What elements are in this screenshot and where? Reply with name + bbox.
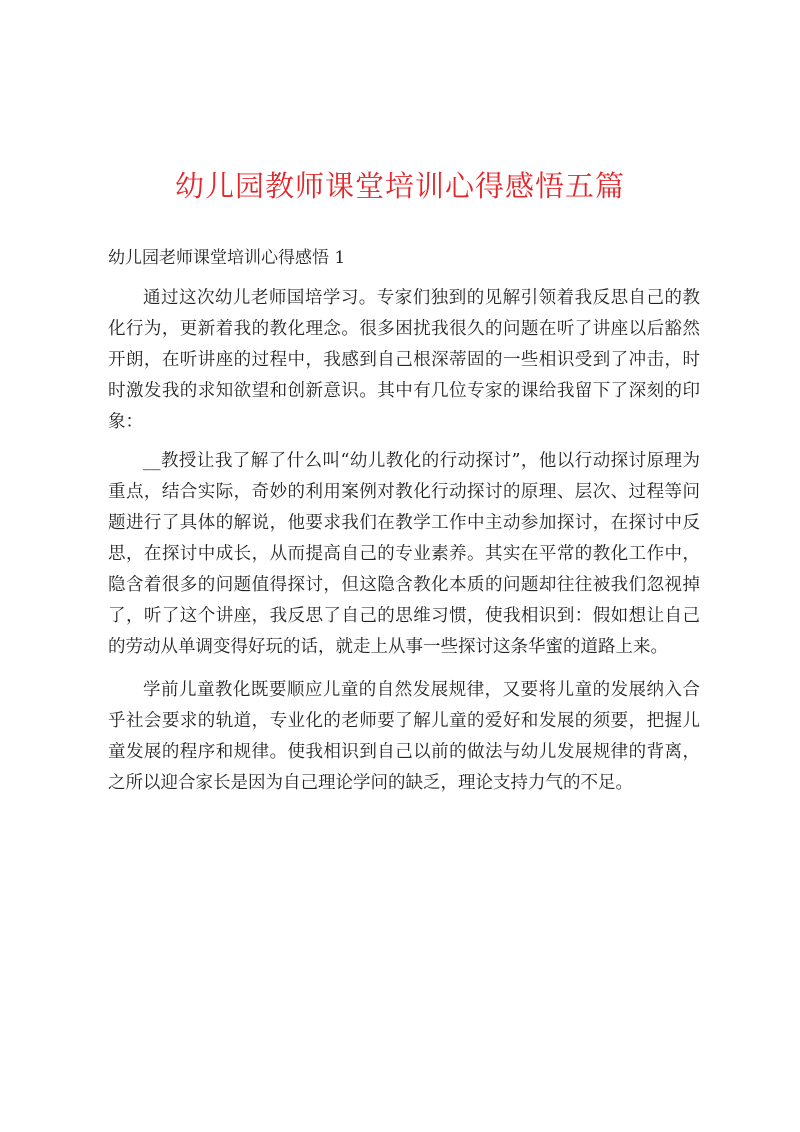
paragraph: 学前儿童教化既要顺应儿童的自然发展规律，又要将儿童的发展纳入合乎社会要求的轨道，专业化的老师要了解儿童的爱好和发展的须要，把握儿童发展的程序和规律。使我相识到自己以前的做法与幼儿发展规律的背离，之所以迎合家长是因为自己理论学问的缺乏，理论支持力气的不足。 [108, 680, 700, 793]
paragraph: __教授让我了解了什么叫“幼儿教化的行动探讨”，他以行动探讨原理为重点，结合实际，奇妙的利用案例对教化行动探讨的原理、层次、过程等问题进行了具体的解说，他要求我们在教学工作中主动参加探讨，在探讨中反思，在探讨中成长，从而提高自己的专业素养。其实在平常的教化工作中，隐含着很多的问题值得探讨，但这隐含教化本质的问题却往往被我们忽视掉了，听了这个讲座，我反思了自己的思维习惯，使我相识到：假如想让自己的劳动从单调变得好玩的话，就走上从事一些探讨这条华蜜的道路上来。 [108, 451, 700, 657]
document-body [108, 283, 700, 807]
section-heading: 幼儿园老师课堂培训心得感悟 1 [108, 248, 346, 268]
paragraph: 通过这次幼儿老师国培学习。专家们独到的见解引领着我反思自己的教化行为，更新着我的教化理念。很多困扰我很久的问题在听了讲座以后豁然开朗，在听讲座的过程中，我感到自己根深蒂固的一些相识受到了冲击，时时激发我的求知欲望和创新意识。其中有几位专家的课给我留下了深刻的印象： [108, 288, 700, 432]
document-title: 幼儿园教师课堂培训心得感悟五篇 [174, 169, 625, 203]
